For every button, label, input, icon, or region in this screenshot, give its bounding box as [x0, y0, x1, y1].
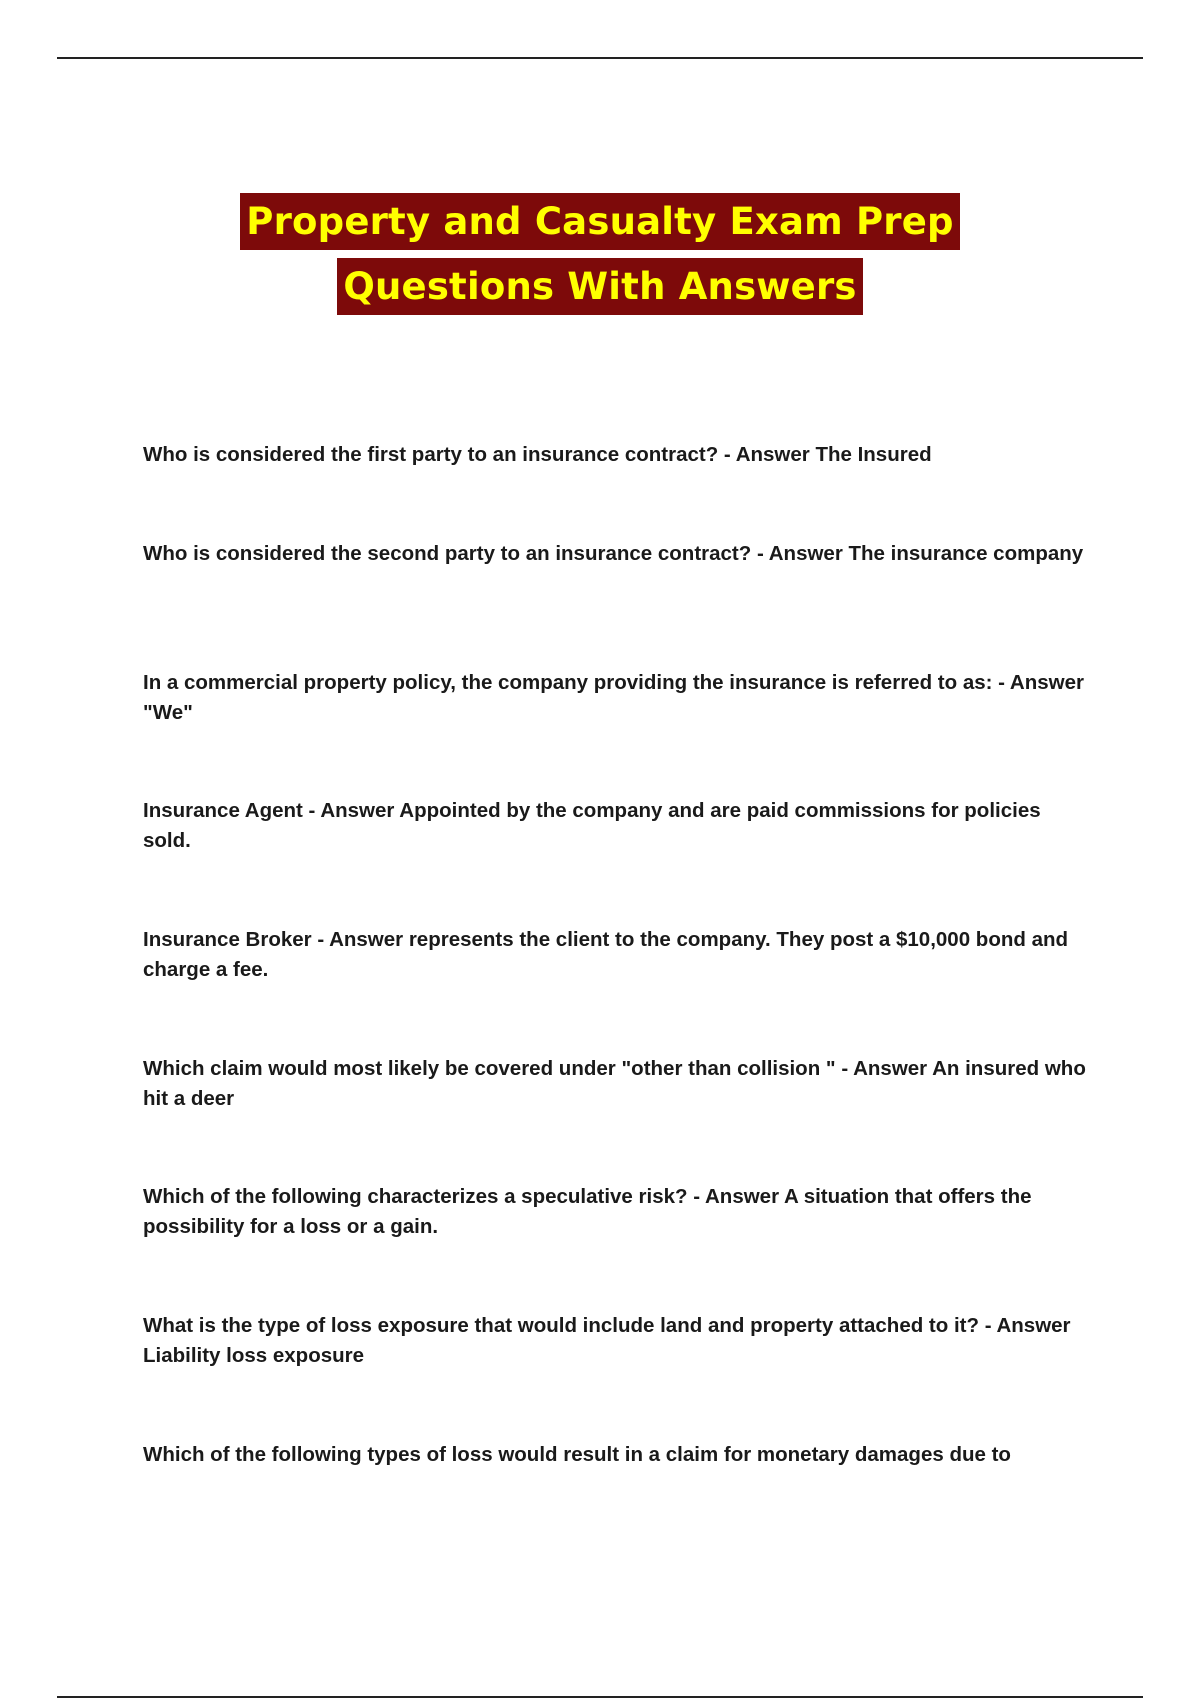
bottom-rule [57, 1696, 1143, 1698]
title-line-2: Questions With Answers [337, 258, 862, 315]
qa-item: Who is considered the second party to an insurance contract? - Answer The insurance company [143, 542, 1084, 565]
top-rule [57, 57, 1143, 59]
qa-item: Which claim would most likely be covered under "other than collision " - Answer An insured who hit a deer [143, 1057, 1086, 1110]
qa-item: Insurance Agent - Answer Appointed by the company and are paid commissions for policies sold. [143, 799, 1041, 852]
qa-item: Insurance Broker - Answer represents the client to the company. They post a $10,000 bond and charge a fee. [143, 928, 1069, 981]
qa-item: Which of the following characterizes a speculative risk? - Answer A situation that offers the possibility for a loss or a gain. [143, 1185, 1032, 1238]
qa-item: What is the type of loss exposure that would include land and property attached to it? - Answer Liability loss exposure [143, 1314, 1071, 1367]
qa-item: In a commercial property policy, the company providing the insurance is referred to as: - Answer "We" [143, 671, 1084, 724]
document-title [0, 193, 1200, 315]
qa-item: Which of the following types of loss would result in a claim for monetary damages due to [143, 1443, 1011, 1466]
title-line-1: Property and Casualty Exam Prep [240, 193, 959, 250]
qa-item: Who is considered the first party to an insurance contract? - Answer The Insured [143, 443, 932, 466]
